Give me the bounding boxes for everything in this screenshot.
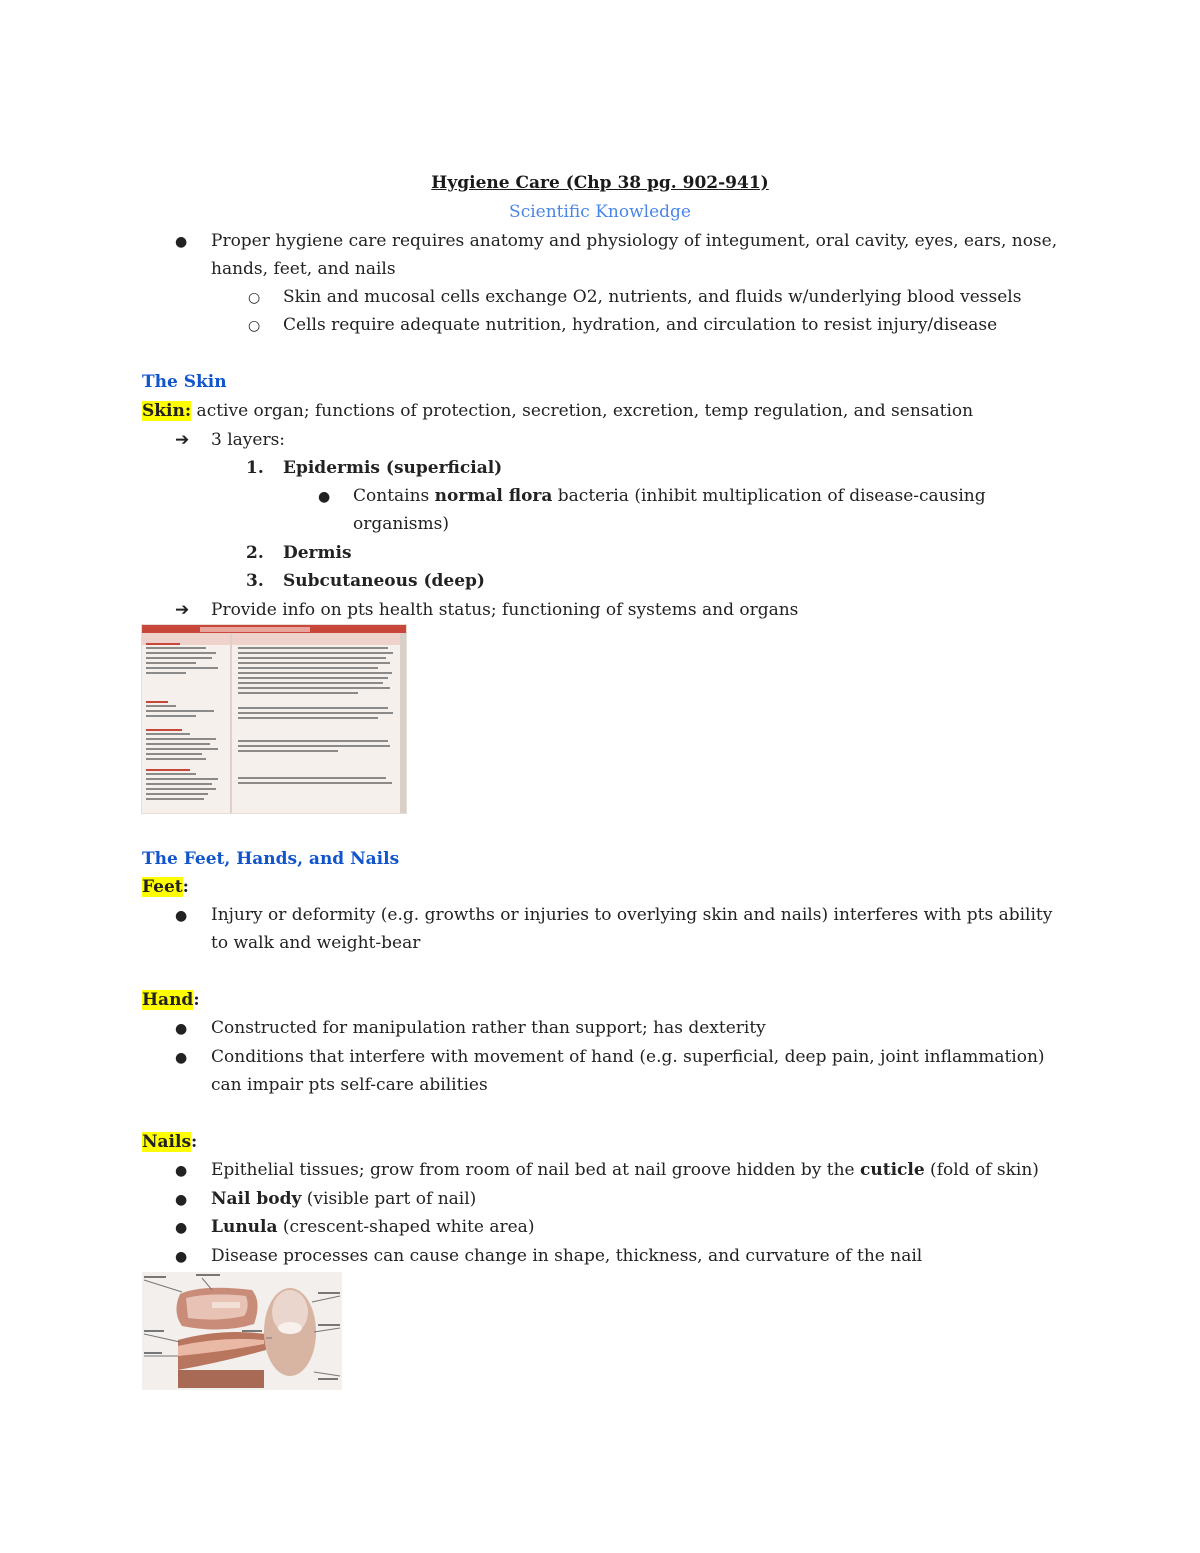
bullet-icon: ● [175,1050,188,1066]
skin-layers-item: 3 layers: [211,430,286,450]
nails-bullet-3 [211,1216,534,1238]
hand-bullet-2-line2: can impair pts self-care abilities [211,1075,488,1095]
text-fragment: bacteria (inhibit multiplication of disease-causing [552,486,986,506]
text-fragment: Contains [353,486,435,506]
nails-bullet-2 [211,1188,476,1210]
bullet-icon: ● [175,234,188,250]
skin-definition-text: active organ; functions of protection, secretion, excretion, temp regulation, and sensation [191,401,974,421]
highlight-label-feet: Feet [142,877,183,897]
list-number: 1. [246,458,264,478]
label-colon: : [193,990,200,1010]
hand-bullet-2-line1: Conditions that interfere with movement of hand (e.g. superficial, deep pain, joint inflammation) [211,1047,1045,1067]
table-image-graphic [142,625,406,813]
bullet-icon: ● [175,1192,188,1208]
layer-dermis: Dermis [283,543,352,563]
intro-bullet-line2: hands, feet, and nails [211,259,396,279]
epidermis-detail-line1 [353,485,986,507]
layer-epidermis: Epidermis (superficial) [283,458,503,478]
page-title: Hygiene Care (Chp 38 pg. 902-941) [431,173,769,193]
label-colon: : [182,877,189,897]
text-bold: normal flora [434,486,553,506]
circle-bullet-icon: ○ [248,318,261,334]
skin-info-item: Provide info on pts health status; functioning of systems and organs [211,600,799,620]
nail-anatomy-image [142,1272,342,1390]
nails-bullet-1 [211,1159,1039,1181]
bullet-icon: ● [175,1249,188,1265]
label-colon: : [191,1132,198,1152]
hand-bullet-1: Constructed for manipulation rather than support; has dexterity [211,1018,766,1038]
intro-sub-bullet-1: Skin and mucosal cells exchange O2, nutrients, and fluids w/underlying blood vessels [283,287,1022,307]
bullet-icon: ● [175,1163,188,1179]
text-fragment: (fold of skin) [924,1160,1039,1180]
hand-label-row [142,989,200,1011]
nails-bullet-4: Disease processes can cause change in shape, thickness, and curvature of the nail [211,1246,923,1266]
highlight-label-skin: Skin: [142,401,192,421]
arrow-icon: ➔ [175,430,190,450]
nail-anatomy-graphic [142,1272,342,1390]
epidermis-detail-line2: organisms) [353,514,449,534]
section-heading-skin: The Skin [142,372,227,392]
text-bold: Lunula [211,1217,278,1237]
text-fragment: (visible part of nail) [301,1189,477,1209]
feet-bullet-line1: Injury or deformity (e.g. growths or injuries to overlying skin and nails) interferes with pts ability [211,905,1053,925]
nails-label-row [142,1131,197,1153]
circle-bullet-icon: ○ [248,290,261,306]
text-bold: Nail body [211,1189,302,1209]
page-subtitle: Scientific Knowledge [509,202,691,222]
arrow-icon: ➔ [175,600,190,620]
section-heading-feet-hands-nails: The Feet, Hands, and Nails [142,849,400,869]
skin-assessment-table-image [141,624,407,814]
layer-subcutaneous: Subcutaneous (deep) [283,571,485,591]
skin-definition [142,400,973,422]
bullet-icon: ● [175,1021,188,1037]
text-bold: cuticle [860,1160,925,1180]
bullet-icon: ● [318,489,331,505]
feet-label-row [142,876,189,898]
text-fragment: Epithelial tissues; grow from room of nail bed at nail groove hidden by the [211,1160,860,1180]
highlight-label-nails: Nails [142,1132,192,1152]
feet-bullet-line2: to walk and weight-bear [211,933,421,953]
list-number: 3. [246,571,264,591]
intro-bullet-line1: Proper hygiene care requires anatomy and physiology of integument, oral cavity, eyes, ears, nose, [211,231,1058,251]
bullet-icon: ● [175,1220,188,1236]
bullet-icon: ● [175,908,188,924]
text-fragment: (crescent-shaped white area) [277,1217,535,1237]
highlight-label-hand: Hand [142,990,194,1010]
list-number: 2. [246,543,264,563]
intro-sub-bullet-2: Cells require adequate nutrition, hydration, and circulation to resist injury/disease [283,315,998,335]
